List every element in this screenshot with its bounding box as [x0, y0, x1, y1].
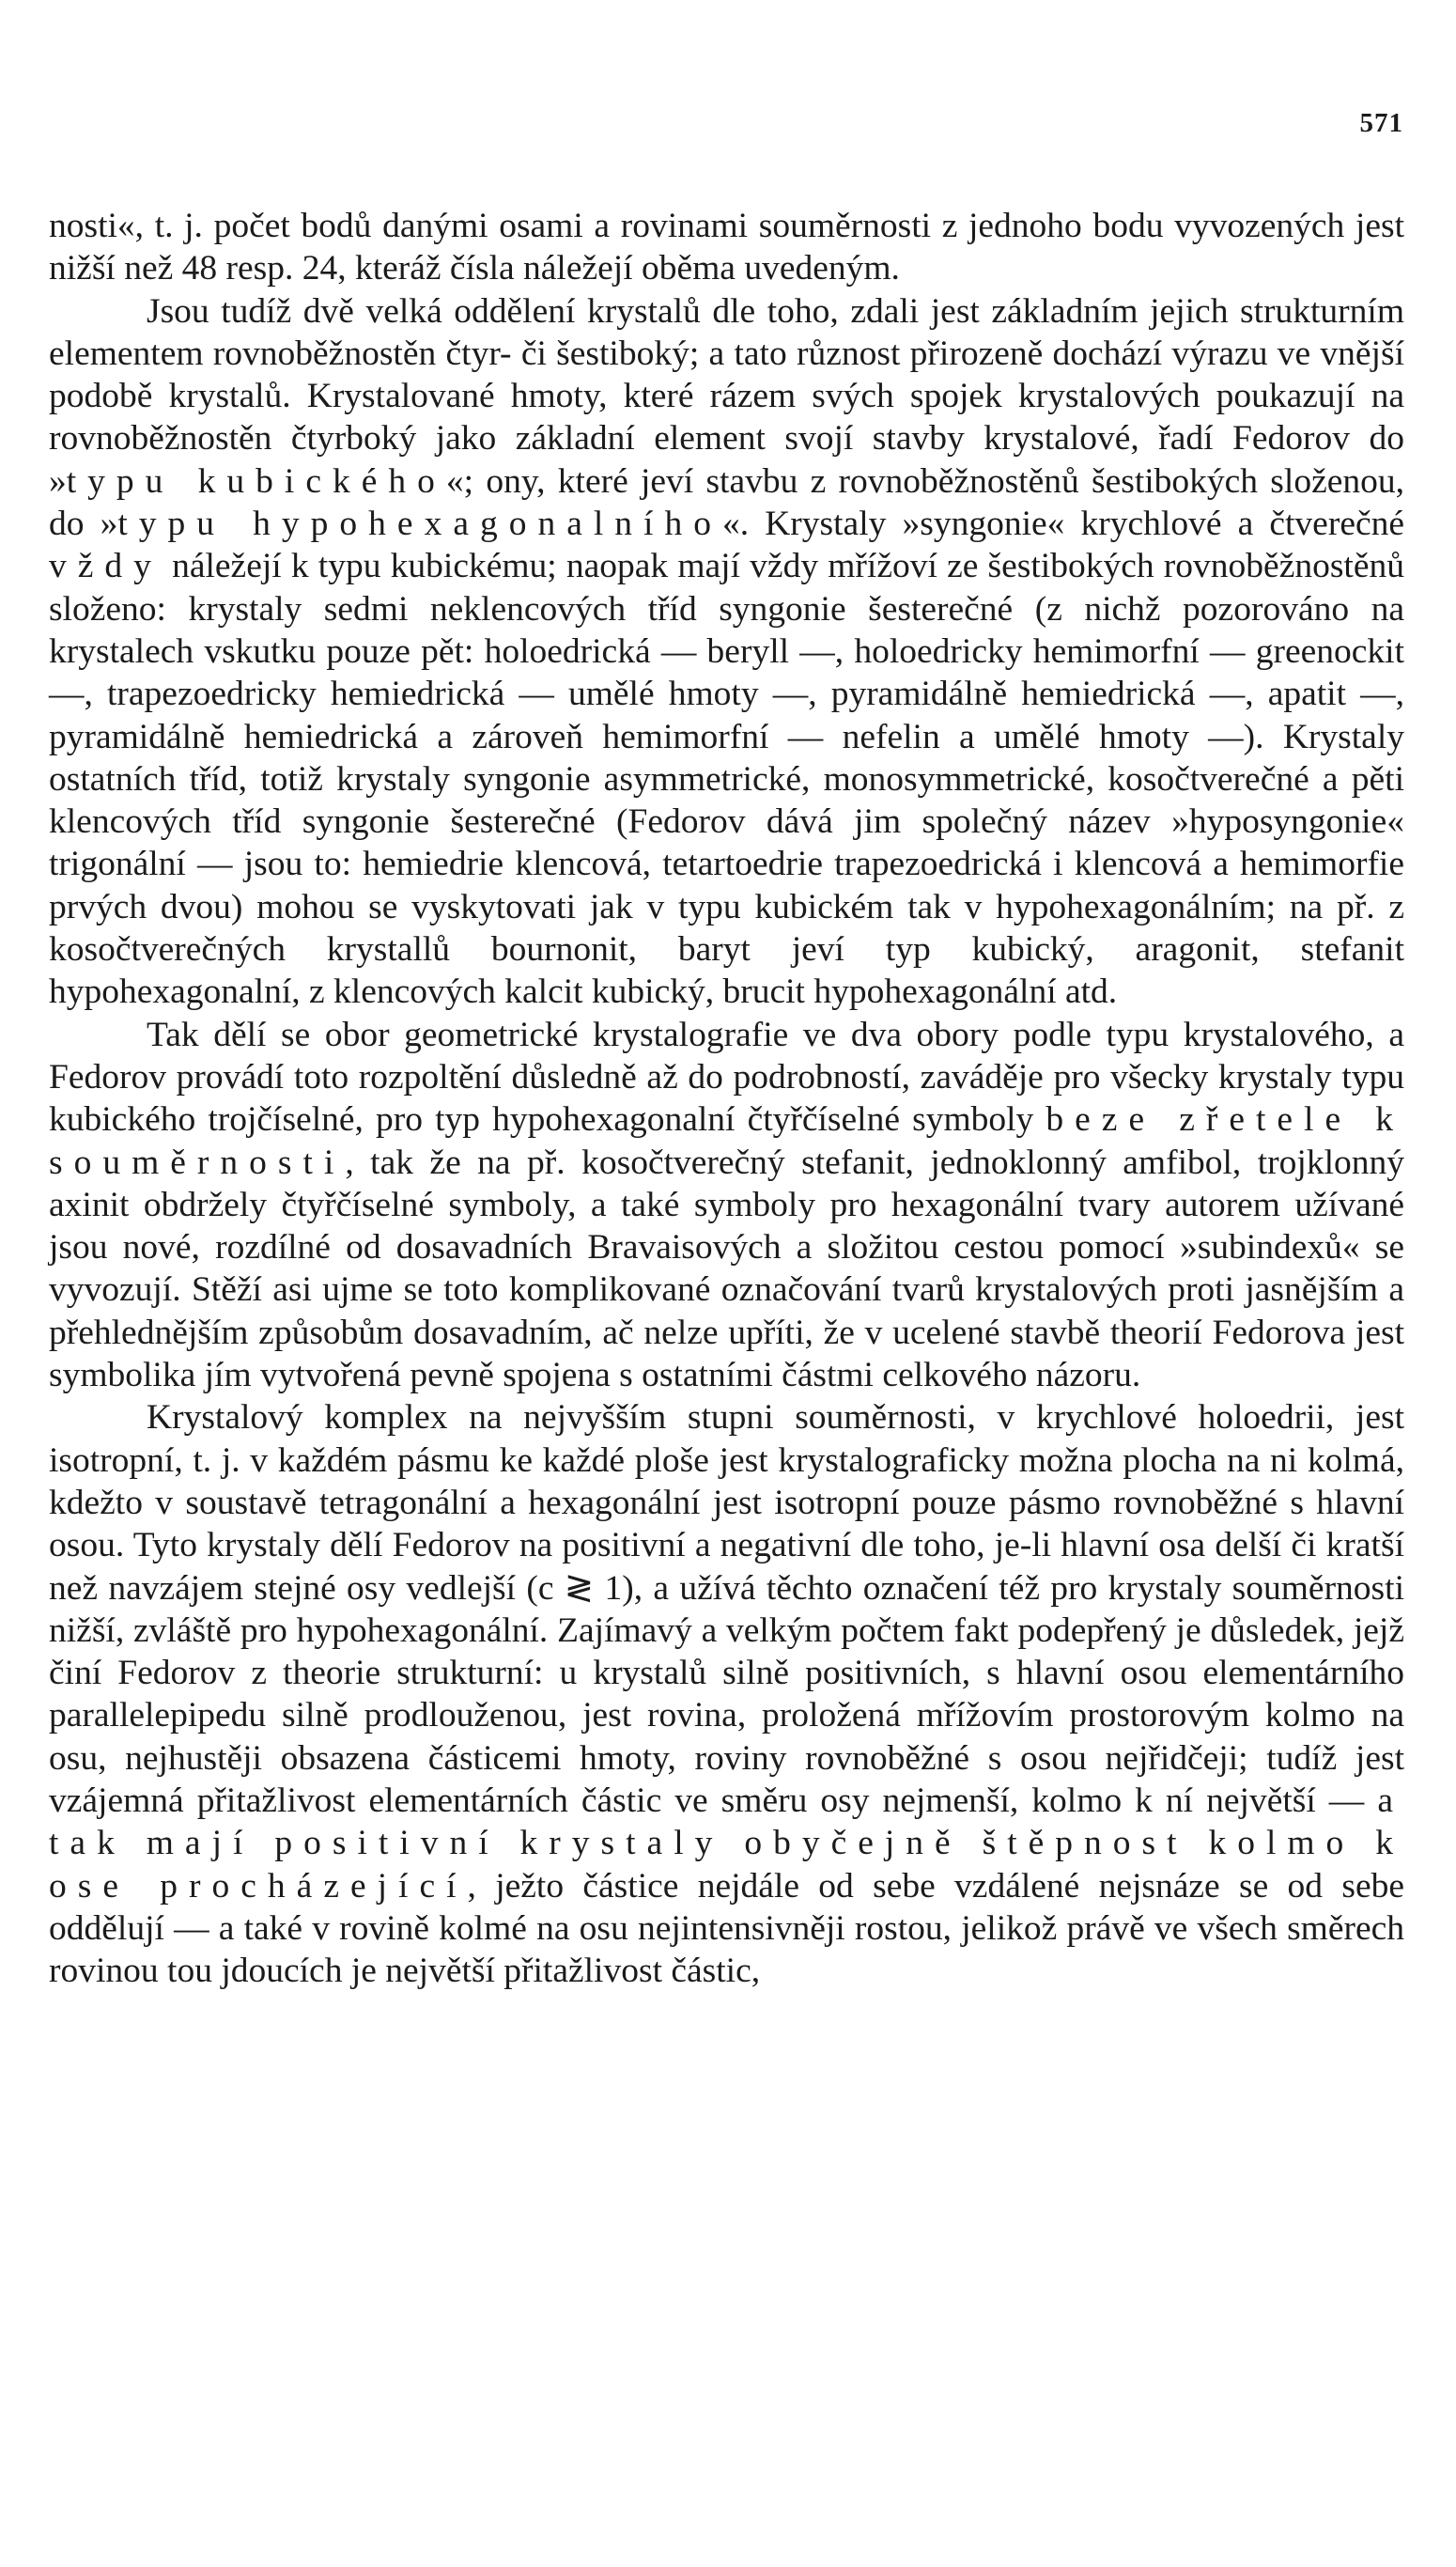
- paragraph-2: [49, 290, 1404, 1014]
- paragraph-text: Jsou tudíž dvě velká oddělení krystalů dle toho, zdali jest základním jejich strukturním elementem rovnoběžnostěn čtyr- či šestiboký; a tato různost přirozeně dochází výrazu ve vnější podobě krystalů. Krystalované hmoty, které rázem svých spojek krystalových poukazují na rovnoběžnostěn čtyrboký jako základní element svojí stavby krystalové, řadí Fedorov do »: [49, 291, 1404, 501]
- paragraph-text: nosti«, t. j. počet bodů danými osami a rovinami souměrnosti z jednoho bodu vyvozených jest nižší než 48 resp. 24, kteráž čísla náležejí oběma uvedeným.: [49, 207, 1404, 288]
- paragraph-1: [49, 205, 1404, 290]
- spaced-emphasis: typu kubického: [66, 461, 446, 501]
- spaced-emphasis: typu hypohexagonalního: [117, 505, 722, 544]
- paragraph-4: [49, 1396, 1404, 1992]
- spaced-emphasis: vždy: [49, 547, 163, 586]
- page-body: [49, 205, 1404, 1992]
- paragraph-3: [49, 1014, 1404, 1397]
- spaced-emphasis: beze zřetele k souměrnosti: [49, 1100, 1404, 1182]
- paragraph-text: «; ony, které jeví stavbu z rovnoběžnostěnů šestibokých složenou, do »: [49, 461, 1404, 544]
- page-number: 571: [1359, 108, 1403, 138]
- paragraph-text: Krystalový komplex na nejvyšším stupni souměrnosti, v krychlové holoedrii, jest isotropní, t. j. v každém pásmu ke každé ploše jest krystalograficky možna plocha na ni kolmá, kdežto v soustavě tetragonální a hexagonální jest isotropní pouze pásmo rovnoběžné s hlavní osou. Tyto krystaly dělí Fedorov na positivní a negativní dle toho, je-li hlavní osa delší či kratší než navzájem stejné osy vedlejší (c ≷ 1), a užívá těchto označení též pro krystaly souměrnosti nižší, zvláště pro hypohexagonální. Zajímavý a velkým počtem fakt podepřený je důsledek, jejž činí Fedorov z theorie strukturní: u krystalů silně positivních, s hlavní osou elementárního parallelepipedu silně prodlouženou, jest rovina, proložená mřížovím prostorovým kolmo na osu, nejhustěji obsazena částicemi hmoty, roviny rovnoběžné s osou nejřidčeji; tudíž jest vzájemná přitažlivost elementárních částic ve směru osy nejmenší, kolmo k ní největší —: [49, 1398, 1404, 1820]
- paragraph-text: Tak dělí se obor geometrické krystalografie ve dva obory podle typu krystalového, a Fedorov provádí toto rozpoltění důsledně až do podrobností, zaváděje pro všecky krystaly typu kubického trojčíselné, pro typ hypohexagonalní čtyřčíselné symboly: [49, 1015, 1404, 1140]
- spaced-emphasis: a tak mají positivní krystaly obyčejně štěpnost kolmo k ose procházející: [49, 1781, 1404, 1906]
- paragraph-text: , ježto částice nejdále od sebe vzdálené nejsnáze se od sebe oddělují — a také v rovině kolmé na osu nejintensivněji rostou, jelikož právě ve všech směrech rovinou tou jdoucích je největší přitažlivost částic,: [49, 1866, 1404, 1991]
- paragraph-text: «. Krystaly »syngonie« krychlové a čtverečné: [721, 505, 1404, 544]
- paragraph-text: , tak že na př. kosočtverečný stefanit, jednoklonný amfibol, trojklonný axinit obdržely čtyřčíselné symboly, a také symboly pro hexagonální tvary autorem užívané jsou nové, rozdílné od dosavadních Bravaisových a složitou cestou pomocí »subindexů« se vyvozují. Stěží asi ujme se toto komplikované označování tvarů krystalových proti jasnějším a přehlednějším způsobům dosavadním, ač nelze upříti, že v ucelené stavbě theorií Fedorova jest symbolika jím vytvořená pevně spojena s ostatními částmi celkového názoru.: [49, 1143, 1404, 1395]
- paragraph-text: náležejí k typu kubickému; naopak mají vždy mřížoví ze šestibokých rovnoběžnostěnů složeno: krystaly sedmi neklencových tříd syngonie šesterečné (z nichž pozorováno na krystalech vskutku pouze pět: holoedrická — beryll —, holoedricky hemimorfní — greenockit —, trapezoedricky hemiedrická — umělé hmoty —, pyramidálně hemiedrická —, apatit —, pyramidálně hemiedrická a zároveň hemimorfní — nefelin a umělé hmoty —). Krystaly ostatních tříd, totiž krystaly syngonie asymmetrické, monosymmetrické, kosočtverečné a pěti klencových tříd syngonie šesterečné (Fedorov dává jim společný název »hyposyngonie« trigonální — jsou to: hemiedrie klencová, tetartoedrie trapezoedrická i klencová a hemimorfie prvých dvou) mohou se vyskytovati jak v typu kubickém tak v hypohexagonálním; na př. z kosočtverečných krystallů bournonit, baryt jeví typ kubický, aragonit, stefanit hypohexagonalní, z klencových kalcit kubický, brucit hypohexagonální atd.: [49, 547, 1404, 1012]
